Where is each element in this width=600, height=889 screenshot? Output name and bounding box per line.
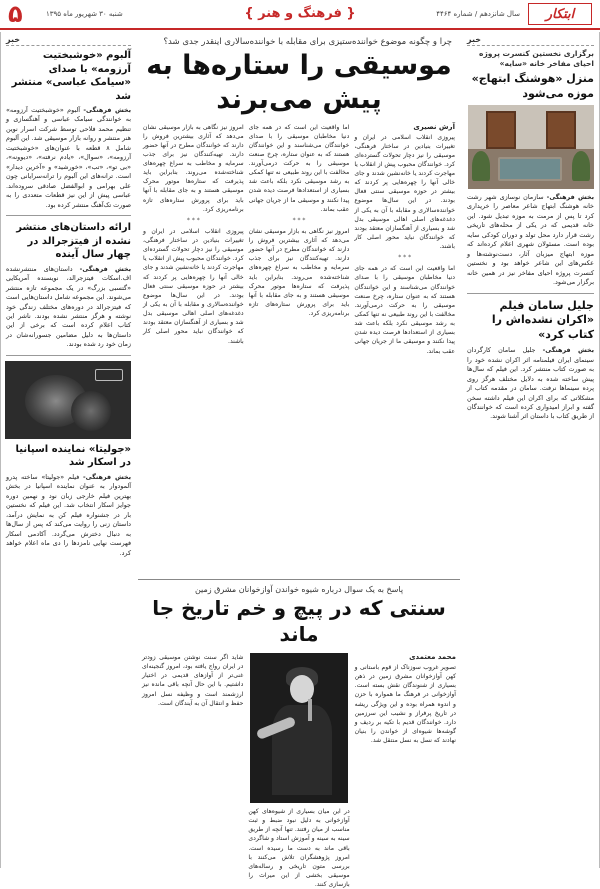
article-paragraph: اما واقعیت این است که در همه جای دنیا مخاطبان موسیقی را با صدای خوانندگان می‌شناسند و این خوانندگان هستند که به عنوان ستاره، چرخ صنعت موسیقی را به حرکت درمی‌آورند. مخالفت با این روند طبیعی نه تنها کمکی به رشد موسیقی نکرد بلکه باعث شد بسیاری از استعدادها فرصت دیده شدن پیدا نکنند و موسیقی ما از جریان جهانی عقب بماند. xyxy=(354,265,455,355)
center-column xyxy=(138,32,460,889)
issue-date: شنبه ۳۰ شهریور ماه ۱۳۹۵ xyxy=(46,10,123,18)
article-paragraph: در این میان بسیاری از شیوه‌های کهن آوازخوانی به دلیل نبود ضبط و ثبت مناسب از میان رفتند. تنها آنچه از طریق سینه به سینه و آموزش استاد و شاگردی باقی ماند به دست ما رسیده است. امروز پژوهشگران تلاش می‌کنند با بررسی متون تاریخی و رساله‌های موسیقی بخشی از این میراث را بازسازی کنند. xyxy=(248,808,350,889)
photo-body xyxy=(272,705,332,795)
article-column xyxy=(355,653,456,889)
news-body xyxy=(467,346,594,422)
news-text: آلبوم «خوشبختیت آرزومه» به خوانندگی سیامک عباسی و آهنگسازی و تنظیم محمد فلاحی توسط شرکت اسرار نوین هنر منتشر و روانه بازار موسیقی شد. این آلبوم شامل ۸ قطعه با عنوان‌های «خوشبختیت آرزومه»، «سوال»، «یادم نرفته»، «دیوونه»، «بی تو»، «تب»، «خورشید» و «آخرین دیدار» است. ترانه‌های این آلبوم را ترانه‌سرایانی چون علی بهرامی و ابوالفضل صادقی سروده‌اند. عباسی پیش از این نیز قطعات متعددی را به صورت تک‌آهنگ منتشر کرده بود. xyxy=(6,106,131,209)
photo-pool xyxy=(498,157,562,181)
news-headline: منزل «هوشنگ ابتهاج» موزه می‌شود xyxy=(471,72,594,101)
section-title: { فرهنگ و هنر } xyxy=(244,6,356,21)
news-divider xyxy=(467,293,594,294)
news-text: سازمان نوسازی شهر رشت خانه هوشنگ ابتهاج شاعر معاصر را خریداری کرد تا پس از مرمت به موزه تبدیل شود. این خانه قدیمی که در یکی از محله‌های تاریخی رشت قرار دارد محل تولد و دوران کودکی سایه بوده است. مسئولان شهری اعلام کرده‌اند که موزه ابتهاج میزبان آثار، دست‌نوشته‌ها و عکس‌های این شاعر خواهد بود و نخستین کنسرت پروژه احیای مفاخر نیز در همین خانه برگزار می‌شود. xyxy=(467,192,594,287)
article-body xyxy=(142,653,456,889)
photo-door xyxy=(546,111,576,149)
film-photo xyxy=(5,361,131,439)
news-headline: «جولیتا» نماینده اسپانیا در اسکار شد xyxy=(15,443,131,469)
news-divider xyxy=(6,355,131,356)
article-byline: آرش نصیری xyxy=(413,122,455,131)
news-headline: ارائه داستان‌های منتشر نشده از فیتزجرالد در چهار سال آینده xyxy=(16,222,131,261)
photo-door xyxy=(486,111,516,149)
news-divider xyxy=(6,215,131,216)
news-lead: بخش فرهنگی- xyxy=(542,346,594,355)
photo-plant xyxy=(572,151,590,181)
news-kicker: برگزاری نخستین کنسرت پروژه احیای مفاخر خانه «سایه» xyxy=(479,49,594,69)
news-lead: بخش فرهنگی- xyxy=(546,192,594,201)
article-headline: سنتی که در پیچ و خم تاریخ جا ماند xyxy=(152,596,446,646)
section-stars: * * * xyxy=(292,216,306,224)
photo-light xyxy=(71,391,111,431)
photo-mic xyxy=(308,699,312,721)
news-headline: آلبوم «خوشبختیت آرزومه» با صدای «سیامک عباسی» منتشر شد xyxy=(11,50,131,102)
article-column xyxy=(248,653,349,889)
masthead xyxy=(0,0,600,30)
section-stars: * * * xyxy=(186,216,200,224)
news-label: خبر xyxy=(467,35,594,46)
left-column xyxy=(0,32,136,868)
article-column xyxy=(143,123,244,609)
article-paragraph: امروز نیز نگاهی به بازار موسیقی نشان می‌دهد که آثاری بیشترین فروش را دارند که خوانندگان مطرح در آنها حضور دارند. تهیه‌کنندگان نیز برای جذب سرمایه و مخاطب به سراغ چهره‌های شناخته‌شده می‌روند. بنابراین باید پذیرفت که ستاره‌ها موتور محرک موسیقی هستند و به جای مقابله با آنها باید برای پرورش ستاره‌های تازه برنامه‌ریزی کرد. xyxy=(248,227,350,318)
news-text: فیلم «جولیتا» ساخته پدرو آلمودوار به عنوان نماینده اسپانیا در بخش بهترین فیلم خارجی زبان نود و نهمین دوره جوایز اسکار انتخاب شد. این فیلم که نخستین بار در جشنواره فیلم کن به نمایش درآمد، داستان زنی را روایت می‌کند که پس از سال‌ها به دنبال دخترش می‌گردد. آکادمی اسکار فهرست نهایی نامزدها را دی ماه اعلام خواهد کرد. xyxy=(6,472,131,557)
logo-text: ابتکار xyxy=(545,6,575,22)
article-paragraph: پیروزی انقلاب اسلامی در ایران و تغییرات بنیادین در ساختار فرهنگی، موسیقی را نیز دچار تحولات گسترده‌ای کرد. خوانندگان محبوب پیش از انقلاب یا مهاجرت کردند یا خانه‌نشین شدند و جای خالی آنها را چهره‌هایی پر کردند که بیشتر در حوزه موسیقی سنتی فعال بودند. در این سال‌ها موضوع خواننده‌سالاری و مقابله با آن به یکی از دغدغه‌های اصلی اهالی موسیقی بدل شد و بسیاری از آهنگسازان معتقد بودند که خوانندگان نباید محور اصلی کار باشند. xyxy=(354,133,455,251)
article-headline: موسیقی را ستاره‌ها به پیش می‌برند xyxy=(146,50,452,115)
section-stars: * * * xyxy=(398,254,412,262)
page-number: ۵ xyxy=(8,0,23,28)
article-paragraph: پیروزی انقلاب اسلامی در ایران و تغییرات بنیادین در ساختار فرهنگی، موسیقی را نیز دچار تحولات گسترده‌ای کرد. خوانندگان محبوب پیش از انقلاب یا مهاجرت کردند یا خانه‌نشین شدند و جای خالی آنها را چهره‌هایی پر کردند که بیشتر در حوزه موسیقی سنتی فعال بودند. در این سال‌ها موضوع خواننده‌سالاری و مقابله با آن به یکی از دغدغه‌های اصلی اهالی موسیقی بدل شد و بسیاری از آهنگسازان معتقد بودند که خوانندگان نباید محور اصلی کار باشند. xyxy=(142,227,244,345)
news-body xyxy=(6,265,131,350)
house-photo xyxy=(468,105,594,189)
second-article xyxy=(138,580,460,889)
issue-number: سال شانزدهم / شماره ۴۴۶۴ xyxy=(436,10,520,18)
article-paragraph: اما واقعیت این است که در همه جای دنیا مخاطبان موسیقی را با صدای خوانندگان می‌شناسند و این خوانندگان هستند که به عنوان ستاره، چرخ صنعت موسیقی را به حرکت درمی‌آورند. مخالفت با این روند طبیعی نه تنها کمکی به رشد موسیقی نکرد بلکه باعث شد بسیاری از استعدادها فرصت دیده شدن پیدا نکنند و موسیقی ما از جریان جهانی عقب بماند. xyxy=(248,123,350,213)
right-column xyxy=(462,32,600,868)
article-column xyxy=(142,653,243,889)
news-lead: بخش فرهنگی- xyxy=(83,106,131,114)
article-paragraph: امروز نیز نگاهی به بازار موسیقی نشان می‌دهد که آثاری بیشترین فروش را دارند که خوانندگان مطرح در آنها حضور دارند. تهیه‌کنندگان نیز برای جذب سرمایه و مخاطب به سراغ چهره‌های شناخته‌شده می‌روند. بنابراین باید پذیرفت که ستاره‌ها موتور محرک موسیقی هستند و به جای مقابله با آنها باید برای پرورش ستاره‌های تازه برنامه‌ریزی کرد. xyxy=(142,123,244,213)
article-column xyxy=(249,123,350,609)
news-body xyxy=(6,106,131,210)
photo-plant xyxy=(472,151,490,181)
news-lead: بخش فرهنگی- xyxy=(83,472,131,481)
news-text: داستان‌های منتشرنشده اف.اسکات فیتزجرالد، نویسنده آمریکایی «گتسبی بزرگ» در یک مجموعه تازه منتشر می‌شوند. این مجموعه شامل داستان‌هایی است که فیتزجرالد در دوره‌های مختلف زندگی خود نوشته و هرگز منتشر نشده بودند. ناشر این کتاب اعلام کرده است که برخی از این داستان‌ها به دلیل مضامین جسورانه‌شان در زمان خود رد شده بودند. xyxy=(6,264,131,349)
news-text: جلیل سامان کارگردان سینمای ایران فیلمنامه اثر اکران نشده خود را به صورت کتاب منتشر کرد. این فیلم که سال‌ها پیش ساخته شده به دلایل مختلف هرگز روی پرده سینماها نرفت. سامان در مقدمه کتاب از مشکلاتی که برای اکران این فیلم داشته سخن گفته و ابراز امیدواری کرده است که خوانندگان از طریق کتاب با داستان اثر آشنا شوند. xyxy=(467,346,594,421)
news-lead: بخش فرهنگی- xyxy=(79,264,131,273)
article-paragraph: شاید اگر سنت نوشتن موسیقی زودتر در ایران رواج یافته بود، امروز گنجینه‌ای غنی‌تر از آوازهای قدیمی در اختیار داشتیم. با این حال آنچه باقی مانده نیز ارزشمند است و وظیفه نسل امروز حفظ و انتقال آن به آیندگان است. xyxy=(142,654,244,707)
article-column xyxy=(354,123,455,609)
newspaper-logo xyxy=(528,3,592,25)
article-byline: محمد معتمدی xyxy=(409,653,456,661)
photo-logo xyxy=(95,369,123,381)
news-body xyxy=(467,193,594,288)
lead-article xyxy=(138,32,460,580)
article-paragraph: تصویر غروب سوزناک از قوم باستانی و کهن آوازخوانان مشرق زمین در ذهن بسیاری از شنوندگان نقش بسته است. آوازخوانی در فرهنگ ما همواره با حزن و اندوه همراه بوده و این ویژگی ریشه در تاریخ پرفراز و نشیب این سرزمین دارد. خوانندگان قدیم با تکیه بر ردیف و گوشه‌ها شیوه‌ای از خواندن را بنیان نهادند که نسل به نسل منتقل شد. xyxy=(354,664,456,745)
news-label: خبر xyxy=(6,35,131,46)
news-headline: جلیل سامان فیلم «اکران نشده‌اش را کتاب کرد» xyxy=(491,298,594,342)
article-kicker: پاسخ به یک سوال درباره شیوه خواندن آوازخوانان مشرق زمین xyxy=(194,585,404,594)
article-body xyxy=(138,123,460,609)
singer-photo xyxy=(250,653,348,803)
article-kicker: چرا و چگونه موضوع خواننده‌ستیزی برای مقابله با خواننده‌سالاری اینقدر جدی شد؟ xyxy=(163,37,452,47)
news-body xyxy=(6,473,131,558)
